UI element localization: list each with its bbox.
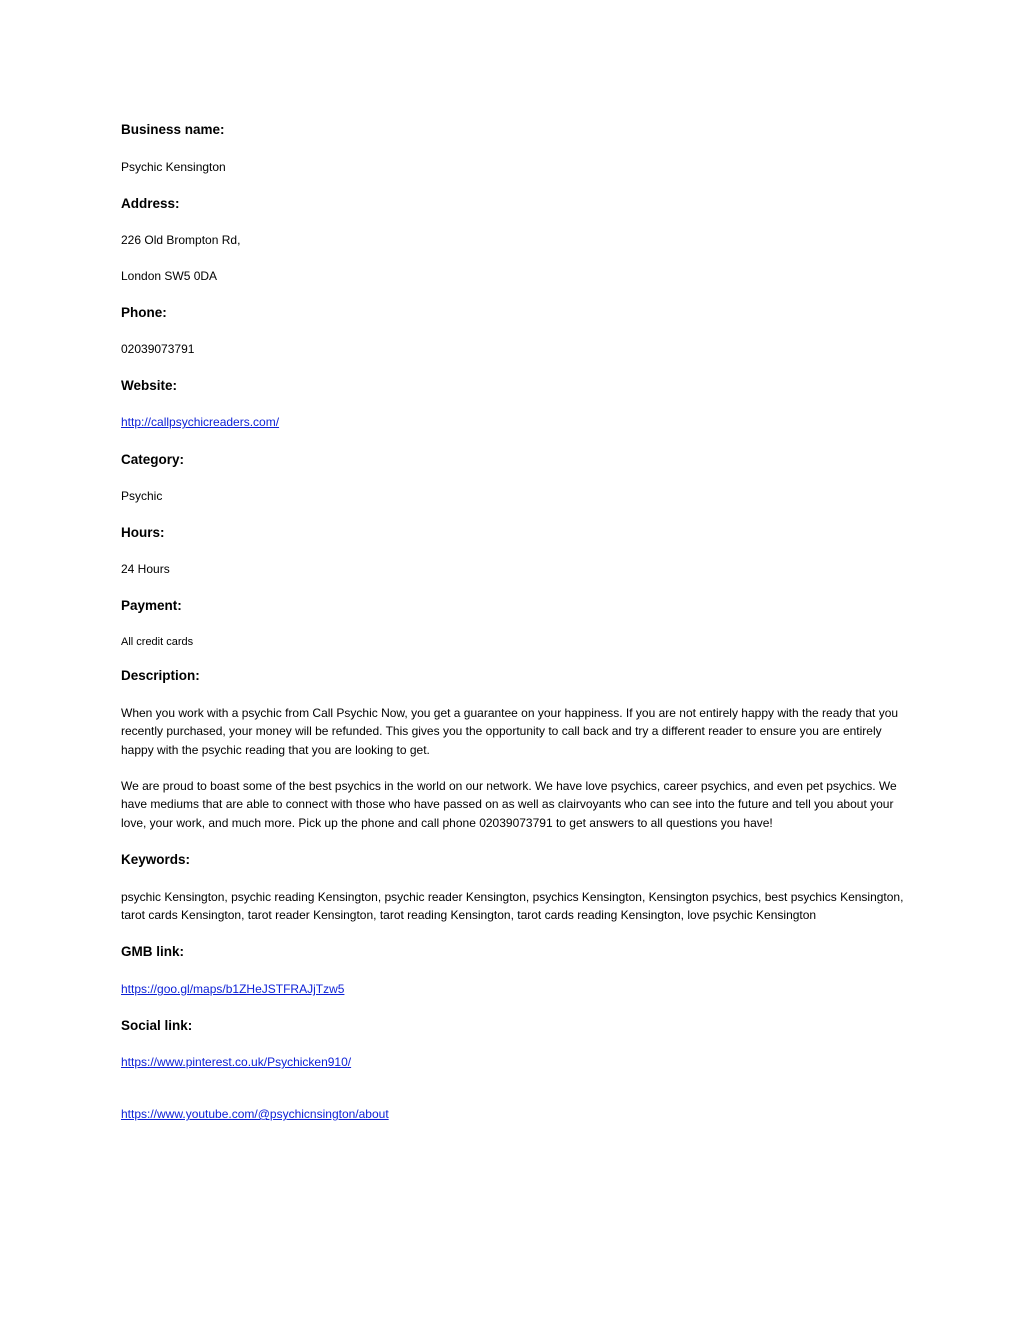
pinterest-link-wrapper <box>121 1054 351 1070</box>
website-link-wrapper <box>121 414 279 430</box>
description-heading: Description: <box>121 668 200 683</box>
pinterest-link[interactable]: https://www.pinterest.co.uk/Psychicken910/ <box>121 1055 352 1069</box>
youtube-link[interactable]: https://www.youtube.com/@psychicnsington/about <box>121 1107 389 1121</box>
website-heading: Website: <box>121 378 178 393</box>
hours-heading: Hours: <box>121 525 165 540</box>
address-line-2: London SW5 0DA <box>121 269 218 283</box>
address-heading: Address: <box>121 196 180 211</box>
category-value: Psychic <box>121 489 163 503</box>
phone-value: 02039073791 <box>121 342 195 356</box>
hours-value: 24 Hours <box>121 562 170 576</box>
keywords-heading: Keywords: <box>121 852 191 867</box>
keywords-value: psychic Kensington, psychic reading Kensington, psychic reader Kensington, psychics Kensington, Kensington psychics, best psychics Kensington, tarot cards Kensington, tarot reader Kensington, tarot reading Kensington, tarot cards reading Kensington, love psychic Kensington <box>121 890 904 923</box>
gmb-link-wrapper <box>121 981 344 997</box>
website-link[interactable]: http://callpsychicreaders.com/ <box>121 415 280 429</box>
social-link-heading: Social link: <box>121 1018 193 1033</box>
description-paragraph-2: We are proud to boast some of the best psychics in the world on our network. We have love psychics, career psychics, and even pet psychics. We have mediums that are able to connect with those who have passed on as well as clairvoyants who can see into the future and tell you about your love, your work, and much more. Pick up the phone and call phone 02039073791 to get answers to all questions you have! <box>121 779 897 830</box>
phone-heading: Phone: <box>121 305 167 320</box>
description-paragraph-1: When you work with a psychic from Call Psychic Now, you get a guarantee on your happiness. If you are not entirely happy with the ready that you recently purchased, your money will be refunded. This gives you the opportunity to call back and try a different reader to ensure you are entirely happy with the psychic reading that you are looking to get. <box>121 706 899 757</box>
payment-heading: Payment: <box>121 598 182 613</box>
category-heading: Category: <box>121 452 185 467</box>
business-name-heading: Business name: <box>121 122 225 137</box>
business-name-value: Psychic Kensington <box>121 160 226 174</box>
gmb-link-heading: GMB link: <box>121 944 184 959</box>
youtube-link-wrapper <box>121 1106 389 1122</box>
gmb-link[interactable]: https://goo.gl/maps/b1ZHeJSTFRAJjTzw5 <box>121 982 345 996</box>
payment-value: All credit cards <box>121 636 194 648</box>
address-line-1: 226 Old Brompton Rd, <box>121 233 241 247</box>
